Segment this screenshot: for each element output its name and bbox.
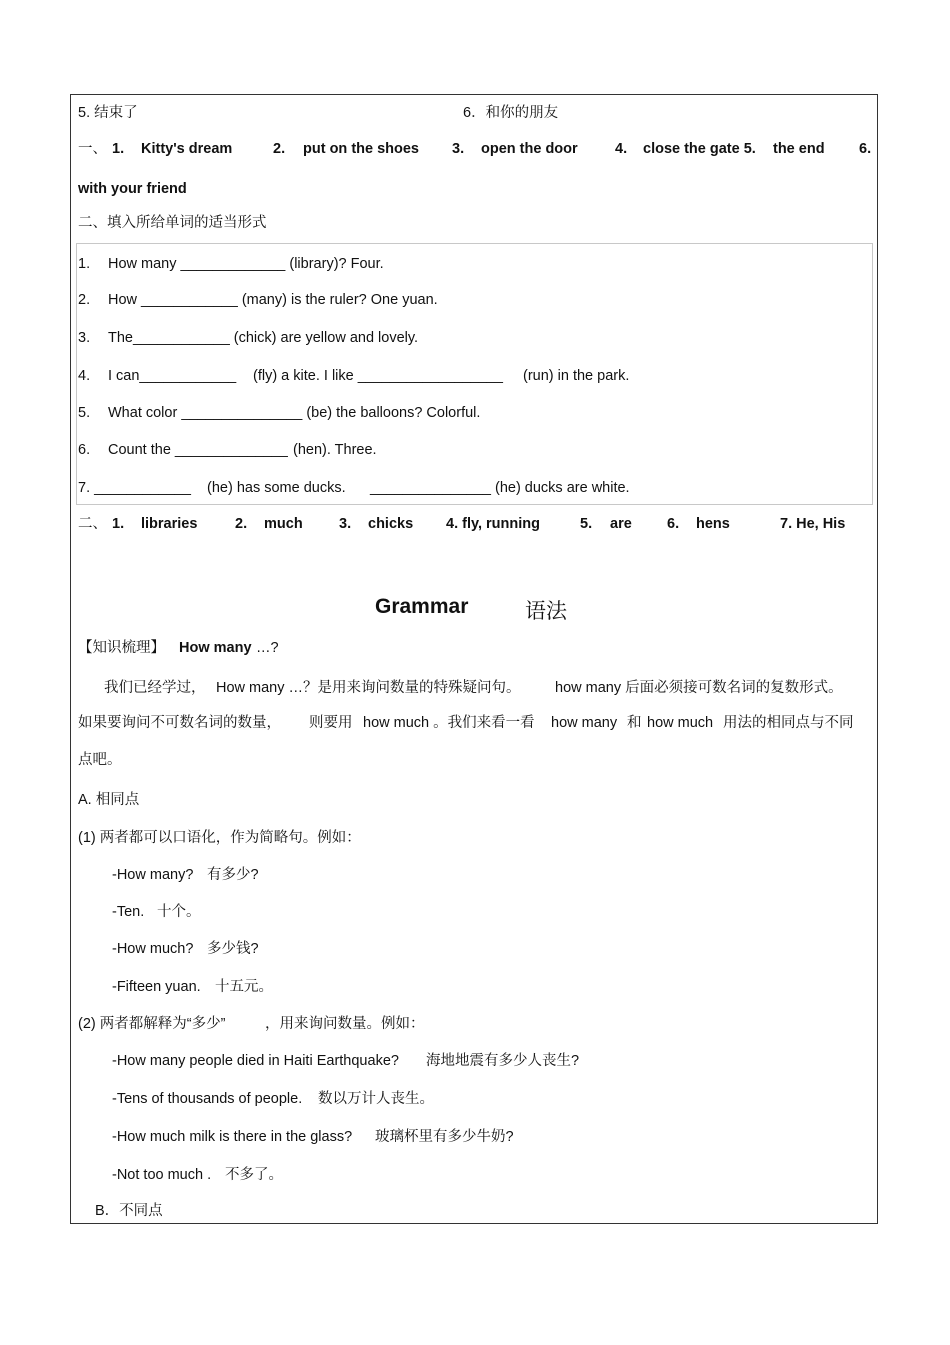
answer1-num-1: 1. (112, 141, 125, 157)
q3-text: The____________ (chick) are yellow and lovely. (108, 330, 419, 346)
answer2-5: are (610, 516, 632, 532)
answer2-3: chicks (368, 516, 414, 532)
para2-d: how many (551, 715, 618, 731)
grammar-title (0, 595, 950, 621)
point-2-b: ，用来询问数量。例如： (265, 1016, 425, 1032)
example-8-cn: 不多了。 (225, 1167, 283, 1183)
answer2-7: 7. He, His (780, 516, 846, 532)
answer2-6: hens (696, 516, 730, 532)
q6-part-b: (hen). Three. (293, 442, 377, 458)
q7-part-a: 7. ____________ (78, 480, 191, 496)
q4-part-c: (run) in the park. (523, 368, 630, 384)
answer2-2: much (264, 516, 303, 532)
answer2-num-6: 6. (667, 516, 680, 532)
answer1-5: the end (773, 141, 825, 157)
q4-part-a: I can____________ (108, 368, 237, 384)
para2-a: 如果要询问不可数名词的数量， (78, 715, 281, 731)
item-6: 6．和你的朋友 (463, 105, 559, 121)
example-6-en: -Tens of thousands of people. (112, 1091, 303, 1107)
example-4-cn: 十五元。 (215, 979, 273, 995)
para3: 点吧。 (78, 752, 122, 768)
example-6-cn: 数以万计人丧生。 (318, 1091, 434, 1107)
section-b-heading: B．不同点 (95, 1203, 163, 1219)
example-3-en: -How much? (112, 941, 194, 957)
point-1: (1) 两者都可以口语化，作为简略句。例如： (78, 830, 361, 846)
grammar-title-en: Grammar (375, 595, 469, 618)
q7-part-c: _______________ (he) ducks are white. (370, 480, 630, 496)
answer1-2: put on the shoes (303, 141, 419, 157)
answer2-4: 4. fly, running (446, 516, 540, 532)
grammar-title-cn: 语法 (525, 600, 567, 623)
example-5-cn: 海地地震有多少人丧生? (426, 1053, 580, 1069)
answer1-num-2: 2. (273, 141, 286, 157)
q6-number: 6. (78, 442, 91, 458)
answer1-1: Kitty's dream (141, 141, 233, 157)
q3-number: 3. (78, 330, 91, 346)
para2-f: how much (647, 715, 714, 731)
q7-part-b: (he) has some ducks. (207, 480, 346, 496)
para2-b: 则要用 (309, 715, 353, 731)
answers1-prefix: 一、 (78, 141, 107, 157)
section-a-heading: A. 相同点 (78, 792, 140, 808)
answer1-3: open the door (481, 141, 578, 157)
para2-g: 用法的相同点与不同 (723, 715, 854, 731)
knowledge-tail: …? (256, 640, 279, 656)
example-1-cn: 有多少? (207, 867, 259, 883)
answers2-prefix: 二、 (78, 516, 107, 532)
para2-e: 和 (627, 715, 642, 731)
q4-part-b: (fly) a kite. I like __________________ (253, 368, 503, 384)
answer2-1: libraries (141, 516, 198, 532)
item-5: 5. 结束了 (78, 105, 138, 121)
answer2-num-2: 2. (235, 516, 248, 532)
para1-c: how many 后面必须接可数名词的复数形式。 (555, 680, 843, 696)
example-7-cn: 玻璃杯里有多少牛奶? (375, 1129, 514, 1145)
example-8-en: -Not too much . (112, 1167, 212, 1183)
answer2-num-3: 3. (339, 516, 352, 532)
example-3-cn: 多少钱? (207, 941, 259, 957)
answer1-num-3: 3. (452, 141, 465, 157)
example-5-en: -How many people died in Haiti Earthquake? (112, 1053, 399, 1069)
answer1-4: close the gate 5. (643, 141, 756, 157)
example-2-cn: 十个。 (157, 904, 201, 920)
q1-text: How many _____________ (library)? Four. (108, 256, 384, 272)
q2-text: How ____________ (many) is the ruler? One yuan. (108, 292, 438, 308)
example-7-en: -How much milk is there in the glass? (112, 1129, 353, 1145)
point-2-a: (2) 两者都解释为“多少” (78, 1016, 226, 1032)
q4-number: 4. (78, 368, 91, 384)
knowledge-label: 【知识梳理】 (78, 640, 165, 656)
q5-number: 5. (78, 405, 91, 421)
example-2-en: -Ten. (112, 904, 145, 920)
para1-b: How many …？是用来询问数量的特殊疑问句。 (216, 680, 521, 696)
example-4-en: -Fifteen yuan. (112, 979, 201, 995)
example-1-en: -How many? (112, 867, 194, 883)
para2-c: how much 。我们来看一看 (363, 715, 535, 731)
answer1-num-4: 4. (615, 141, 628, 157)
answer2-num-5: 5. (580, 516, 593, 532)
q2-number: 2. (78, 292, 91, 308)
q1-number: 1. (78, 256, 91, 272)
para1-a: 我们已经学过， (104, 680, 206, 696)
knowledge-topic: How many (179, 640, 252, 656)
q5-text: What color _______________ (be) the balloons? Colorful. (108, 405, 481, 421)
answer1-6: with your friend (78, 181, 187, 197)
q6-part-a: Count the ______________ (108, 442, 288, 458)
section2-heading: 二、填入所给单词的适当形式 (78, 215, 267, 231)
answer2-num-1: 1. (112, 516, 125, 532)
answer1-num-6: 6. (859, 141, 872, 157)
